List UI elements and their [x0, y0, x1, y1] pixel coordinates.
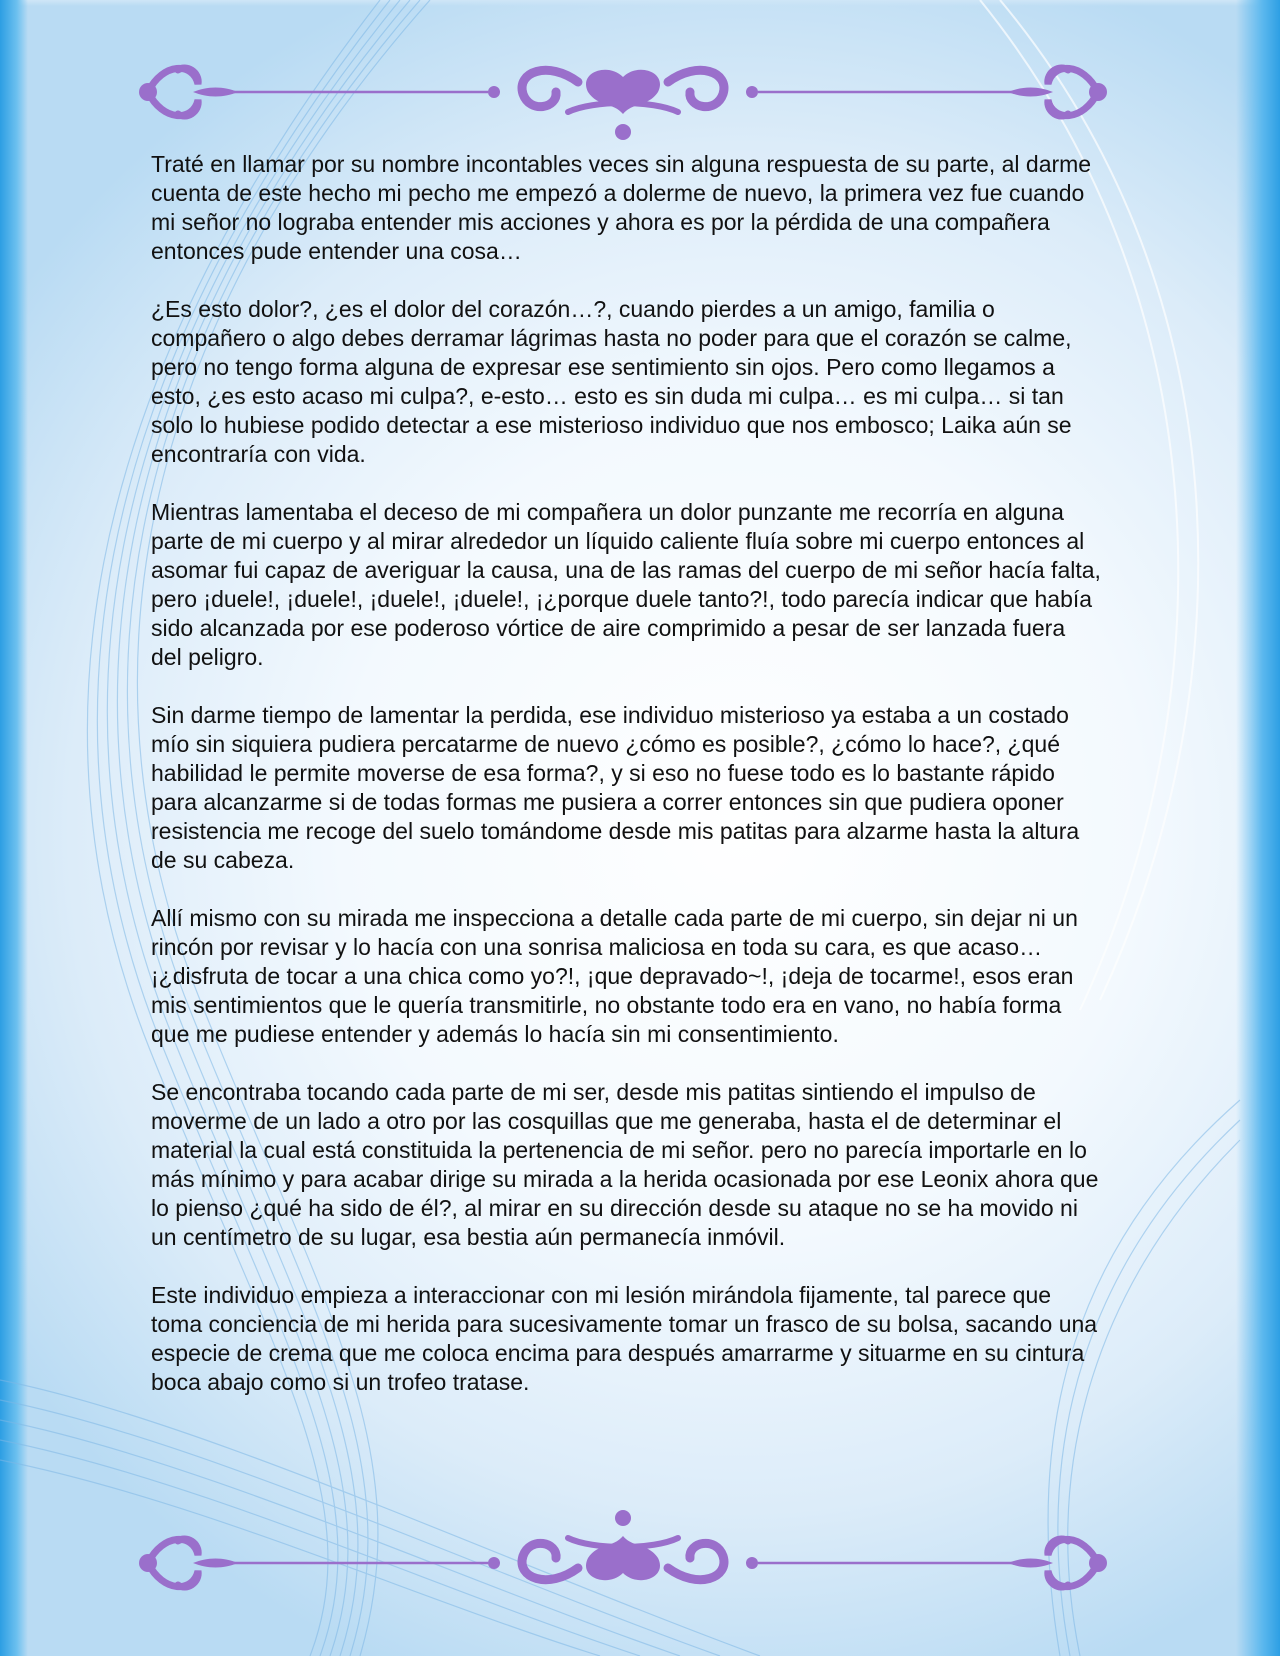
paragraph-1: Traté en llamar por su nombre incontables veces sin alguna respuesta de su parte, al darme cuenta de este hecho mi pecho me empezó a dolerme de nuevo, la primera vez fue cuando mi señor no lograba entender mis acciones y ahora es por la pérdida de una compañera entonces pude entender una cosa…	[151, 151, 1092, 264]
paragraph-6: Se encontraba tocando cada parte de mi ser, desde mis patitas sintiendo el impulso de moverme de un lado a otro por las cosquillas que me generaba, hasta el de determinar el material la cual está constituida la pertenencia de mi señor. pero no parecía importarle en lo más mínimo y para acabar dirige su mirada a la herida ocasionada por ese Leonix ahora que lo pienso ¿qué ha sido de él?, al mirar en su dirección desde su ataque no se ha movido ni un centímetro de su lugar, esa bestia aún permanecía inmóvil.	[151, 1079, 1099, 1250]
paragraph-3: Mientras lamentaba el deceso de mi compañera un dolor punzante me recorría en alguna parte de mi cuerpo y al mirar alrededor un líquido caliente fluía sobre mi cuerpo entonces al asomar fui capaz de averiguar la causa, una de las ramas del cuerpo de mi señor hacía falta, pero ¡duele!, ¡duele!, ¡duele!, ¡duele!, ¡¿porque duele tanto?!, todo parecía indicar que había sido alcanzada por ese poderoso vórtice de aire comprimido a pesar de ser lanzada fuera del peligro.	[151, 499, 1101, 670]
body-text	[151, 150, 1101, 1426]
top-ornament-icon	[138, 42, 1108, 142]
paragraph-2: ¿Es esto dolor?, ¿es el dolor del corazón…?, cuando pierdes a un amigo, familia o compañero o algo debes derramar lágrimas hasta no poder para que el corazón se calme, pero no tengo forma alguna de expresar ese sentimiento sin ojos. Pero como llegamos a esto, ¿es esto acaso mi culpa?, e-esto… esto es sin duda mi culpa… es mi culpa… si tan solo lo hubiese podido detectar a ese misterioso individuo que nos embosco; Laika aún se encontraría con vida.	[151, 296, 1072, 467]
bottom-ornament-icon	[138, 1508, 1108, 1608]
paragraph-5: Allí mismo con su mirada me inspecciona a detalle cada parte de mi cuerpo, sin dejar ni un rincón por revisar y lo hacía con una sonrisa maliciosa en toda su cara, es que acaso… ¡¿disfruta de tocar a una chica como yo?!, ¡que depravado~!, ¡deja de tocarme!, esos eran mis sentimientos que le quería transmitirle, no obstante todo era en vano, no había forma que me pudiese entender y además lo hacía sin mi consentimiento.	[151, 905, 1078, 1047]
paragraph-7: Este individuo empieza a interaccionar con mi lesión mirándola fijamente, tal parece que toma conciencia de mi herida para sucesivamente tomar un frasco de su bolsa, sacando una especie de crema que me coloca encima para después amarrarme y situarme en su cintura boca abajo como si un trofeo tratase.	[151, 1282, 1098, 1395]
paragraph-4: Sin darme tiempo de lamentar la perdida, ese individuo misterioso ya estaba a un costado mío sin siquiera pudiera percatarme de nuevo ¿cómo es posible?, ¿cómo lo hace?, ¿qué habilidad le permite moverse de esa forma?, y si eso no fuese todo es lo bastante rápido para alcanzarme si de todas formas me pusiera a correr entonces sin que pudiera oponer resistencia me recoge del suelo tomándome desde mis patitas para alzarme hasta la altura de su cabeza.	[151, 702, 1080, 873]
